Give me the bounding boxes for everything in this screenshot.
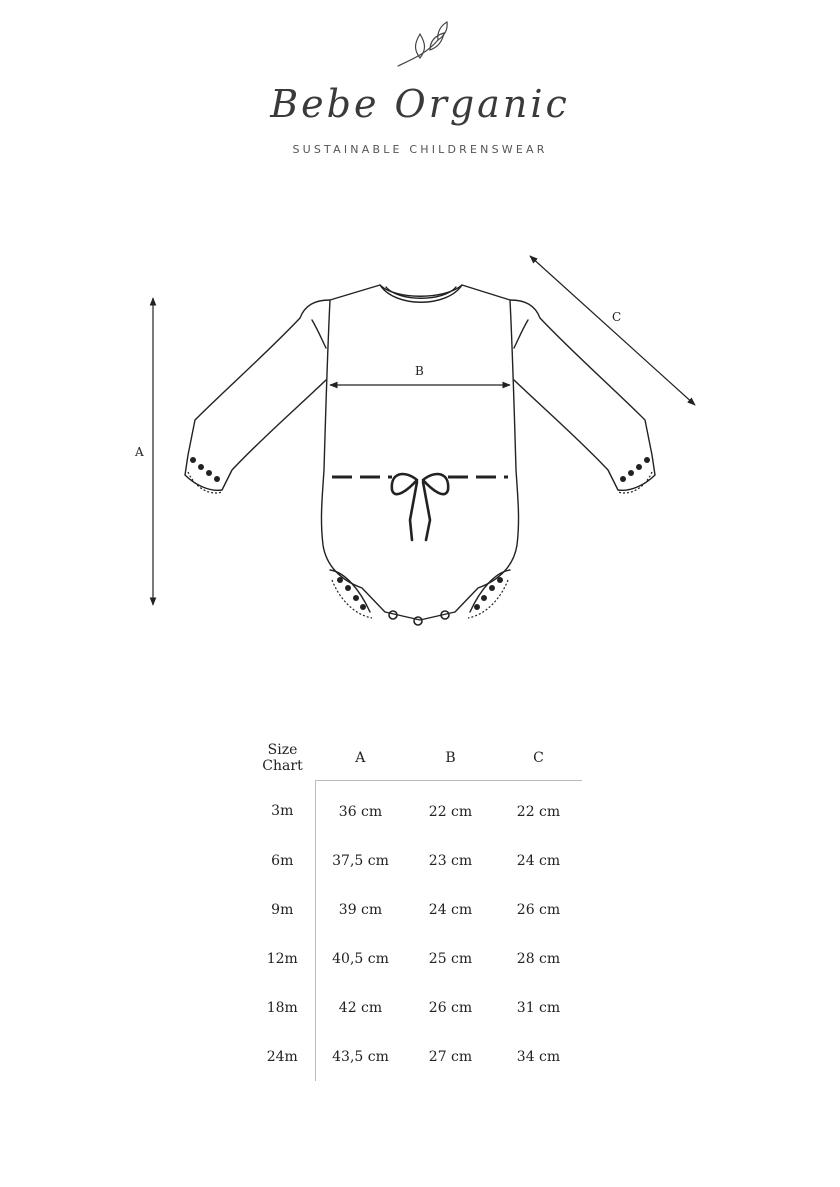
value-c-cell: 31 cm	[516, 999, 561, 1016]
brand-tagline: SUSTAINABLE CHILDRENSWEAR	[292, 143, 548, 156]
column-header-b: B	[406, 735, 496, 781]
size-cell: 9m	[250, 885, 315, 934]
value-b-cell: 26 cm	[428, 999, 473, 1016]
value-c-cell: 26 cm	[516, 901, 561, 918]
table-row	[250, 1032, 582, 1081]
size-cell: 12m	[250, 934, 315, 983]
value-a-cell: 43,5 cm	[332, 1048, 389, 1065]
size-column-header	[250, 735, 315, 781]
collar	[380, 285, 462, 302]
value-c-cell: 24 cm	[516, 852, 561, 869]
column-header-a: A	[315, 735, 406, 781]
value-a-cell: 37,5 cm	[332, 852, 389, 869]
table-row	[250, 781, 582, 837]
value-c-cell: 34 cm	[516, 1048, 561, 1065]
table-row	[250, 836, 582, 885]
size-header-line1: Size	[267, 741, 298, 758]
column-header-c: C	[496, 735, 582, 781]
table-row	[250, 934, 582, 983]
value-a-cell: 39 cm	[338, 901, 383, 918]
size-cell: 3m	[250, 781, 315, 837]
snap-buttons	[389, 611, 449, 625]
value-a-cell: 40,5 cm	[332, 950, 389, 967]
value-c-cell: 28 cm	[516, 950, 561, 967]
bow	[392, 474, 448, 540]
size-chart-header	[250, 735, 582, 781]
size-header-line2: Chart	[262, 757, 303, 774]
size-chart-table	[250, 735, 582, 1081]
dimension-c-arrow	[530, 256, 695, 405]
dimension-a-label: A	[135, 445, 144, 459]
value-a-cell: 36 cm	[338, 803, 383, 820]
size-cell: 24m	[250, 1032, 315, 1081]
left-sleeve	[185, 300, 330, 490]
brand-name: Bebe Organic	[270, 82, 570, 126]
dimension-c-label: C	[612, 310, 622, 324]
romper-body-outline	[321, 285, 518, 620]
value-b-cell: 24 cm	[428, 901, 473, 918]
value-b-cell: 25 cm	[428, 950, 473, 967]
value-b-cell: 27 cm	[428, 1048, 473, 1065]
leaf-sprig-icon	[398, 22, 447, 66]
value-a-cell: 42 cm	[338, 999, 383, 1016]
table-row	[250, 885, 582, 934]
size-cell: 6m	[250, 836, 315, 885]
value-b-cell: 23 cm	[428, 852, 473, 869]
right-sleeve	[510, 300, 655, 490]
lace-buttons	[190, 457, 650, 610]
romper-diagram	[0, 240, 840, 640]
dimension-b-label: B	[415, 364, 424, 378]
size-cell: 18m	[250, 983, 315, 1032]
value-b-cell: 22 cm	[428, 803, 473, 820]
table-row	[250, 983, 582, 1032]
value-c-cell: 22 cm	[516, 803, 561, 820]
